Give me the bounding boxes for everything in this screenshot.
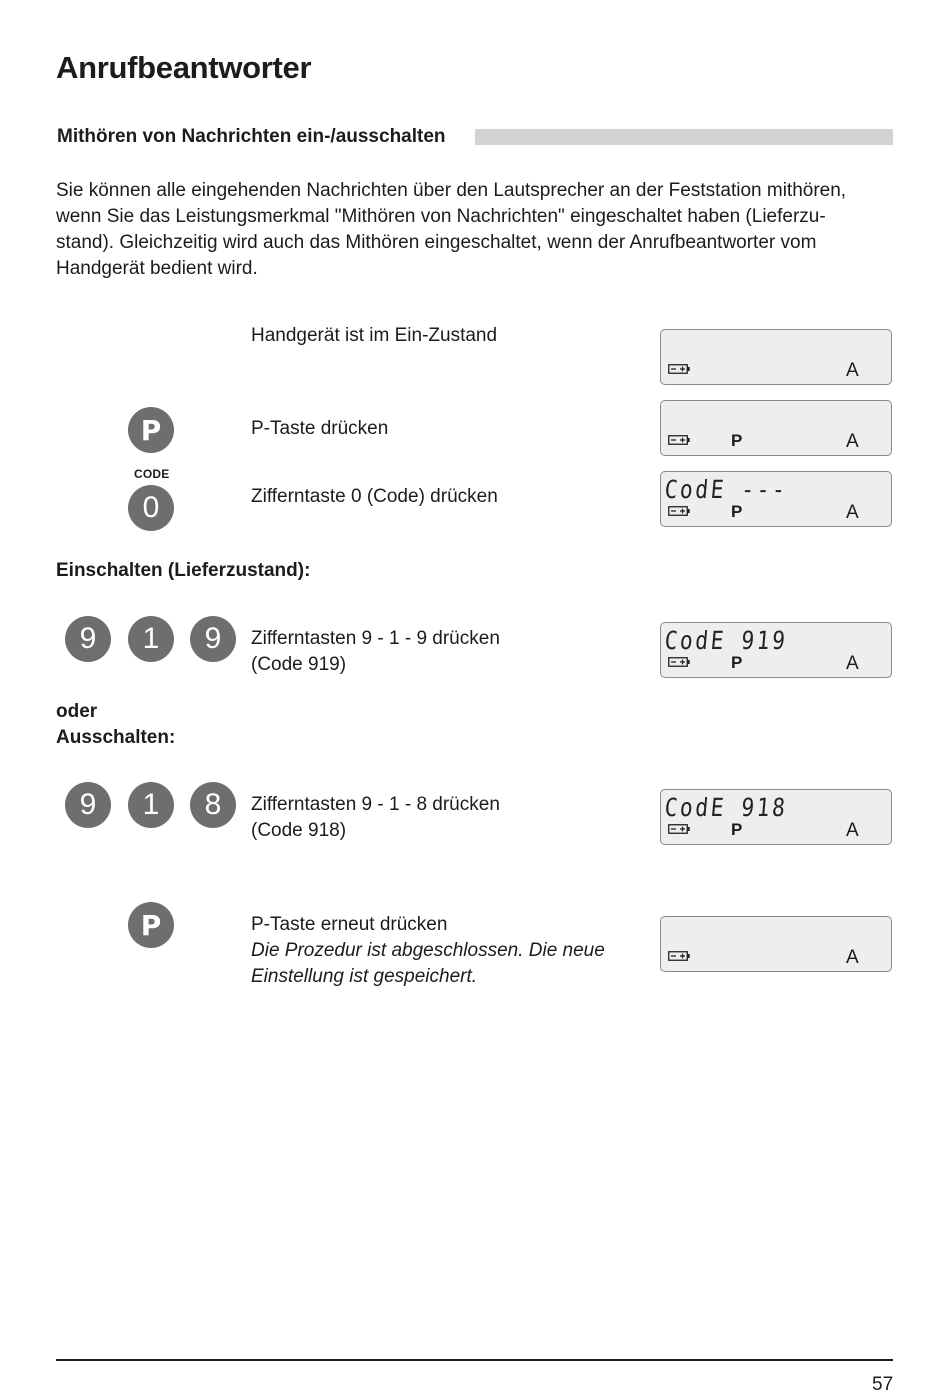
oder-label: oder <box>56 701 98 722</box>
intro-line: wenn Sie das Leistungsmerkmal "Mithören von Nachrichten" eingeschaltet haben (Lieferzu- <box>56 206 826 227</box>
section-heading: Mithören von Nachrichten ein-/ausschalten <box>57 126 446 147</box>
lcd-a-flag: A <box>846 502 859 523</box>
battery-icon <box>668 821 690 839</box>
lcd-display-5 <box>660 789 892 845</box>
lcd-a-flag: A <box>846 360 859 381</box>
digit-9-key-button[interactable]: 9 <box>190 616 236 662</box>
lcd-segment-text: CodE 918 <box>663 793 789 822</box>
digit-0-key-button[interactable]: 0 <box>128 485 174 531</box>
lcd-p-flag: P <box>731 431 743 450</box>
lcd-display-1 <box>660 329 892 385</box>
battery-icon <box>668 948 690 966</box>
step-note-line: Die Prozedur ist abgeschlossen. Die neue <box>251 940 605 961</box>
step-line: (Code 918) <box>251 820 347 841</box>
einschalten-heading: Einschalten (Lieferzustand): <box>56 560 311 581</box>
battery-icon <box>668 361 690 379</box>
lcd-a-flag: A <box>846 820 859 841</box>
step-line: P-Taste erneut drücken <box>251 914 448 935</box>
step-line: Zifferntasten 9 - 1 - 8 drücken <box>251 794 500 815</box>
lcd-display-4 <box>660 622 892 678</box>
battery-icon <box>668 503 690 521</box>
digit-9-key-button[interactable]: 9 <box>65 782 111 828</box>
code-key-label: CODE <box>134 467 170 481</box>
page-number: 57 <box>872 1374 894 1395</box>
step-code-key-text: Zifferntaste 0 (Code) drücken <box>251 486 498 507</box>
digit-8-key-button[interactable]: 8 <box>190 782 236 828</box>
section-heading-bar <box>475 129 893 145</box>
lcd-display-3 <box>660 471 892 527</box>
page-title: Anrufbeantworter <box>56 50 312 85</box>
lcd-a-flag: A <box>846 947 859 968</box>
digit-9-key-button[interactable]: 9 <box>65 616 111 662</box>
step-code-918-text <box>251 792 500 844</box>
battery-icon <box>668 432 690 450</box>
lcd-segment-text: CodE 919 <box>663 626 789 655</box>
intro-line: Sie können alle eingehenden Nachrichten über den Lautsprecher an der Feststation mithören, <box>56 180 847 201</box>
step-note-line: Einstellung ist gespeichert. <box>251 966 478 987</box>
step-code-919-text <box>251 626 500 678</box>
lcd-p-flag: P <box>731 820 743 839</box>
lcd-segment-text: CodE --- <box>663 475 789 504</box>
digit-1-key-button[interactable]: 1 <box>128 616 174 662</box>
lcd-display-2 <box>660 400 892 456</box>
lcd-a-flag: A <box>846 431 859 452</box>
step-p-key-again-text <box>251 912 605 990</box>
step-line: (Code 919) <box>251 654 347 675</box>
lcd-p-flag: P <box>731 653 743 672</box>
step-handset-on-text: Handgerät ist im Ein-Zustand <box>251 325 498 346</box>
battery-icon <box>668 654 690 672</box>
footer-divider <box>56 1359 893 1361</box>
p-key-button[interactable]: P <box>128 407 174 453</box>
intro-line: Handgerät bedient wird. <box>56 258 258 279</box>
step-line: Zifferntasten 9 - 1 - 9 drücken <box>251 628 500 649</box>
lcd-a-flag: A <box>846 653 859 674</box>
lcd-display-6 <box>660 916 892 972</box>
lcd-p-flag: P <box>731 502 743 521</box>
p-key-button[interactable]: P <box>128 902 174 948</box>
intro-line: stand). Gleichzeitig wird auch das Mithören eingeschaltet, wenn der Anrufbeantworter vom <box>56 232 817 253</box>
step-p-key-text: P-Taste drücken <box>251 418 389 439</box>
ausschalten-heading: Ausschalten: <box>56 727 176 748</box>
digit-1-key-button[interactable]: 1 <box>128 782 174 828</box>
intro-paragraph <box>56 178 896 282</box>
